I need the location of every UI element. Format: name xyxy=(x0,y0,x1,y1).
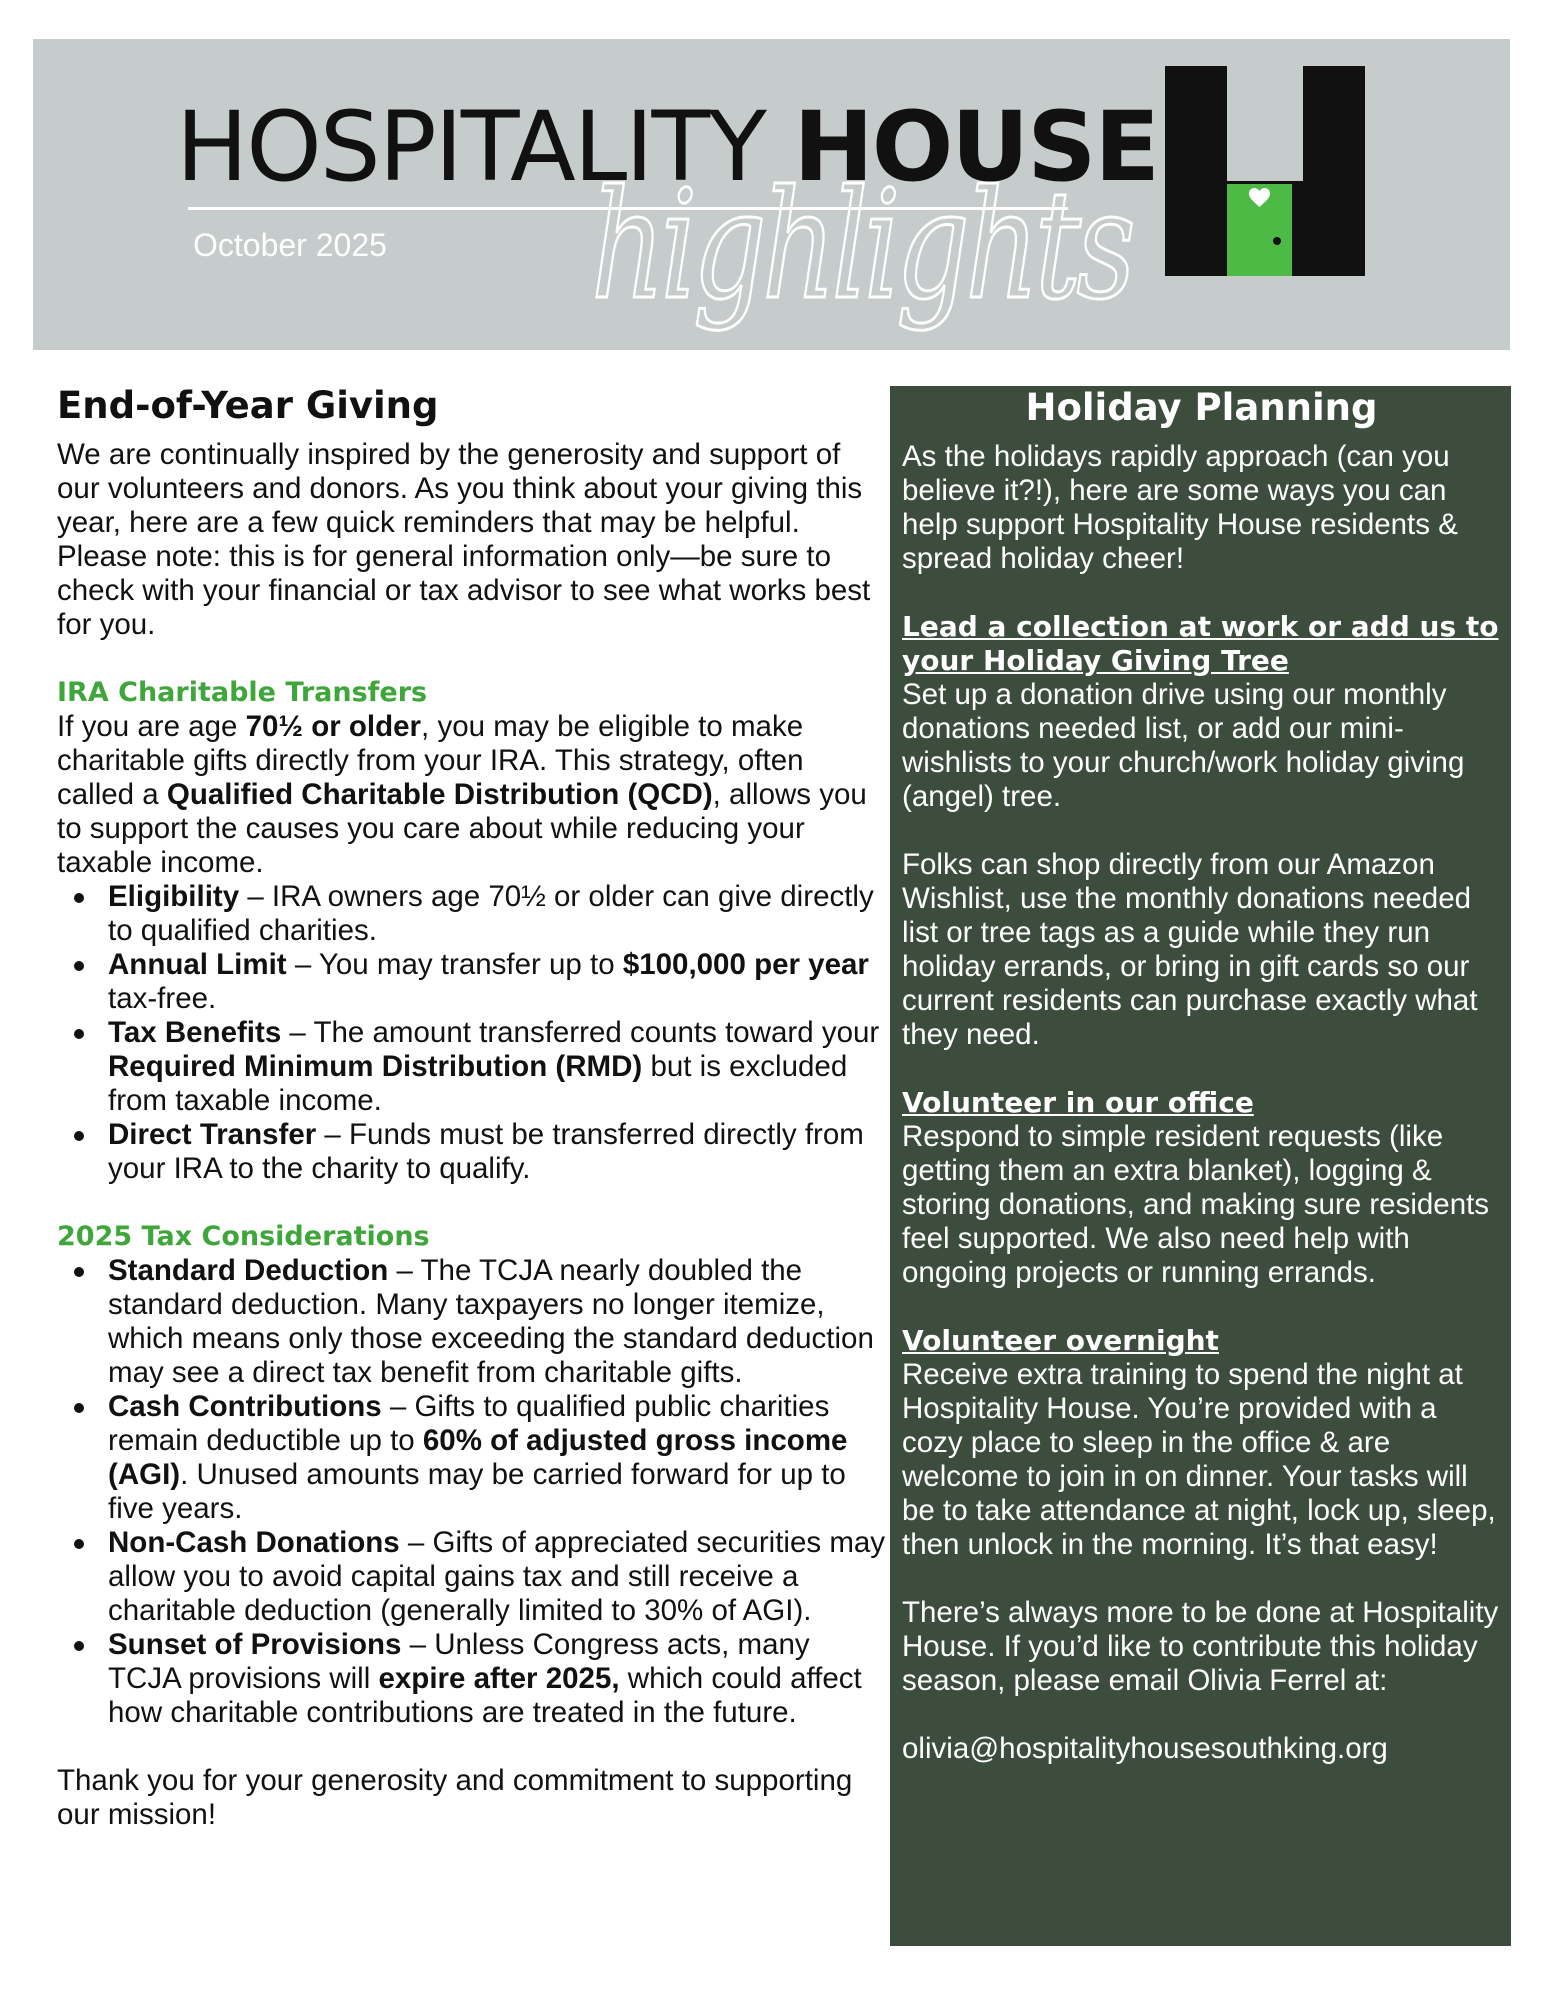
list-item: Non-Cash Donations – Gifts of appreciated securities may allow you to avoid capital gains tax and still receive a charitable deduction (generally limited to 30% of AGI). xyxy=(57,1526,887,1628)
header-banner xyxy=(33,39,1510,350)
giving-intro: We are continually inspired by the generosity and support of our volunteers and donors. As you think about your giving this year, here are a few quick reminders that may be helpful. Please note: this is for general information only—be sure to check with your financial or tax advisor to see what works best for you. xyxy=(57,438,871,641)
list-item: Cash Contributions – Gifts to qualified public charities remain deductible up to 60% of adjusted gross income (AGI). Unused amounts may be carried forward for up to five years. xyxy=(57,1390,887,1526)
end-of-year-giving-column xyxy=(57,384,887,1832)
list-item: Direct Transfer – Funds must be transferred directly from your IRA to the charity to qualify. xyxy=(57,1118,887,1186)
list-item: Sunset of Provisions – Unless Congress acts, many TCJA provisions will expire after 2025, which could affect how charitable contributions are treated in the future. xyxy=(57,1628,887,1730)
contact-email[interactable]: olivia@hospitalityhousesouthking.org xyxy=(902,1732,1388,1765)
office-volunteer-text: Respond to simple resident requests (like getting them an extra blanket), logging & storing donations, and making sure residents feel supported. We also need help with ongoing projects or running errands. xyxy=(902,1120,1490,1289)
holiday-planning-heading: Holiday Planning xyxy=(1025,386,1378,429)
house-h-logo-icon xyxy=(1165,66,1365,276)
collection-section-text-2: Folks can shop directly from our Amazon Wishlist, use the monthly donations needed list or tree tags as a guide while they run holiday errands, or bring in gift cards so our current residents can purchase exactly what they need. xyxy=(902,848,1478,1051)
overnight-volunteer-title: Volunteer overnight xyxy=(902,1324,1219,1357)
ira-paragraph: If you are age 70½ or older, you may be eligible to make charitable gifts directly from your IRA. This strategy, often called a Qualified Charitable Distribution (QCD), allows you to support the causes you care about while reducing your taxable income. xyxy=(57,710,867,879)
overnight-volunteer-text: Receive extra training to spend the night at Hospitality House. You’re provided with a cozy place to sleep in the office & are welcome to join in on dinner. Your tasks will be to take attendance at night, lock up, sleep, then unlock in the morning. It’s that easy! xyxy=(902,1358,1496,1561)
list-item: Tax Benefits – The amount transferred counts toward your Required Minimum Distribution (RMD) but is excluded from taxable income. xyxy=(57,1016,887,1118)
list-item: Eligibility – IRA owners age 70½ or older can give directly to qualified charities. xyxy=(57,880,887,948)
tax-bullet-list xyxy=(57,1254,887,1730)
holiday-planning-panel xyxy=(890,386,1511,1946)
highlights-script xyxy=(581,167,1141,357)
collection-section-text: Set up a donation drive using our monthly donations needed list, or add our mini-wishlists to your church/work holiday giving (angel) tree. xyxy=(902,678,1465,813)
ira-subheading: IRA Charitable Transfers xyxy=(57,677,428,708)
ira-bullet-list xyxy=(57,880,887,1186)
highlights-script-text: highlights xyxy=(591,167,1132,333)
issue-date: October 2025 xyxy=(193,227,387,263)
closing-thanks: Thank you for your generosity and commitment to supporting our mission! xyxy=(57,1764,853,1831)
collection-section-title: Lead a collection at work or add us to your Holiday Giving Tree xyxy=(902,610,1499,677)
tax-subheading: 2025 Tax Considerations xyxy=(57,1221,430,1252)
list-item: Annual Limit – You may transfer up to $100,000 per year tax-free. xyxy=(57,948,887,1016)
end-of-year-giving-heading: End-of-Year Giving xyxy=(57,384,439,427)
holiday-outro: There’s always more to be done at Hospitality House. If you’d like to contribute this holiday season, please email Olivia Ferrel at: xyxy=(902,1596,1499,1697)
masthead-title-bold: HOUSE xyxy=(793,91,1158,203)
office-volunteer-title: Volunteer in our office xyxy=(902,1086,1254,1119)
list-item: Standard Deduction – The TCJA nearly doubled the standard deduction. Many taxpayers no longer itemize, which means only those exceeding the standard deduction may see a direct tax benefit from charitable gifts. xyxy=(57,1254,887,1390)
masthead-title-light: HOSPITALITY xyxy=(176,91,765,203)
holiday-intro: As the holidays rapidly approach (can you believe it?!), here are some ways you can help support Hospitality House residents & spread holiday cheer! xyxy=(902,440,1458,575)
